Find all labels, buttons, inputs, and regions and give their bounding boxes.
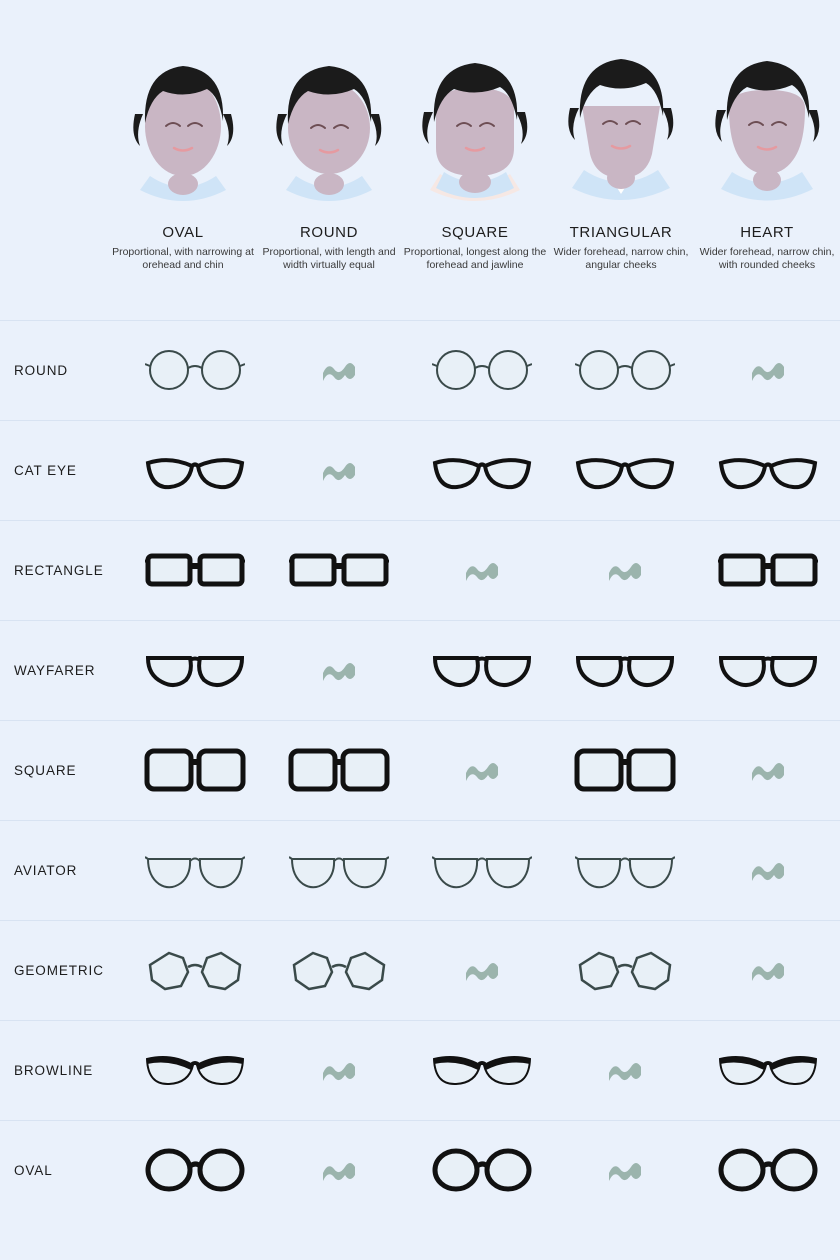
cell-glasses-aviator: [267, 821, 410, 920]
cell-not-recommended: [697, 821, 840, 920]
face-description: Wider forehead, narrow chin, angular cheeks: [553, 246, 689, 271]
table-row: [0, 720, 840, 820]
cell-not-recommended: [267, 321, 410, 420]
table-row: [0, 620, 840, 720]
cell-glasses-cateye: [124, 421, 267, 520]
table-row: [0, 420, 840, 520]
frame-style-label: CAT EYE: [14, 463, 77, 478]
face-illustration-round: [256, 48, 402, 218]
cell-glasses-oval: [124, 1121, 267, 1220]
cell-glasses-cateye: [554, 421, 697, 520]
face-name: HEART: [740, 224, 794, 241]
table-row: [0, 320, 840, 420]
cell-glasses-wayfarer: [410, 621, 553, 720]
face-column-triangular: [548, 48, 694, 308]
frame-style-label: GEOMETRIC: [14, 963, 104, 978]
face-column-round: [256, 48, 402, 308]
cell-glasses-browline: [124, 1021, 267, 1120]
cell-glasses-rectangle: [124, 521, 267, 620]
table-row: [0, 1020, 840, 1120]
cell-glasses-wayfarer: [697, 621, 840, 720]
cell-glasses-rectangle: [697, 521, 840, 620]
cell-glasses-square: [267, 721, 410, 820]
frame-style-label: ROUND: [14, 363, 68, 378]
cell-glasses-geometric: [267, 921, 410, 1020]
cell-glasses-square: [124, 721, 267, 820]
cell-glasses-round: [124, 321, 267, 420]
cell-glasses-browline: [697, 1021, 840, 1120]
cell-not-recommended: [267, 1121, 410, 1220]
frame-style-label: RECTANGLE: [14, 563, 104, 578]
frame-style-label: BROWLINE: [14, 1063, 94, 1078]
cell-glasses-oval: [697, 1121, 840, 1220]
cell-not-recommended: [267, 1021, 410, 1120]
cell-glasses-cateye: [697, 421, 840, 520]
cell-not-recommended: [410, 521, 553, 620]
cell-not-recommended: [410, 721, 553, 820]
face-column-square: [402, 48, 548, 308]
cell-glasses-square: [554, 721, 697, 820]
frame-style-label: SQUARE: [14, 763, 77, 778]
cell-glasses-geometric: [554, 921, 697, 1020]
table-row: [0, 520, 840, 620]
cell-glasses-round: [410, 321, 553, 420]
cell-glasses-browline: [410, 1021, 553, 1120]
cell-glasses-aviator: [410, 821, 553, 920]
face-description: Wider forehead, narrow chin, with rounded cheeks: [699, 246, 835, 271]
frame-style-label: WAYFARER: [14, 663, 96, 678]
cell-glasses-rectangle: [267, 521, 410, 620]
face-column-oval: [110, 48, 256, 308]
face-name: SQUARE: [441, 224, 509, 241]
face-illustration-oval: [110, 48, 256, 218]
table-row: [0, 920, 840, 1020]
cell-not-recommended: [267, 421, 410, 520]
cell-glasses-aviator: [124, 821, 267, 920]
cell-glasses-cateye: [410, 421, 553, 520]
frame-style-label: AVIATOR: [14, 863, 78, 878]
table-row: [0, 1120, 840, 1220]
cell-not-recommended: [697, 721, 840, 820]
face-column-heart: [694, 48, 840, 308]
cell-glasses-aviator: [554, 821, 697, 920]
face-description: Proportional, with narrowing at orehead and chin: [112, 246, 254, 271]
cell-not-recommended: [554, 1121, 697, 1220]
face-illustration-triangular: [548, 48, 694, 218]
face-description: Proportional, longest along the forehead and jawline: [403, 246, 547, 271]
face-name: ROUND: [300, 224, 358, 241]
table-row: [0, 820, 840, 920]
cell-not-recommended: [697, 321, 840, 420]
face-illustration-heart: [694, 48, 840, 218]
cell-glasses-round: [554, 321, 697, 420]
face-illustration-square: [402, 48, 548, 218]
face-name: OVAL: [162, 224, 204, 241]
cell-not-recommended: [554, 521, 697, 620]
cell-not-recommended: [697, 921, 840, 1020]
cell-glasses-wayfarer: [554, 621, 697, 720]
face-shapes-header: [0, 48, 840, 308]
cell-not-recommended: [554, 1021, 697, 1120]
glasses-matrix: [0, 320, 840, 1220]
cell-glasses-wayfarer: [124, 621, 267, 720]
cell-not-recommended: [267, 621, 410, 720]
cell-glasses-geometric: [124, 921, 267, 1020]
face-name: TRIANGULAR: [569, 224, 673, 241]
face-description: Proportional, with length and width virtually equal: [262, 246, 396, 271]
cell-glasses-oval: [410, 1121, 553, 1220]
cell-not-recommended: [410, 921, 553, 1020]
frame-style-label: OVAL: [14, 1163, 53, 1178]
